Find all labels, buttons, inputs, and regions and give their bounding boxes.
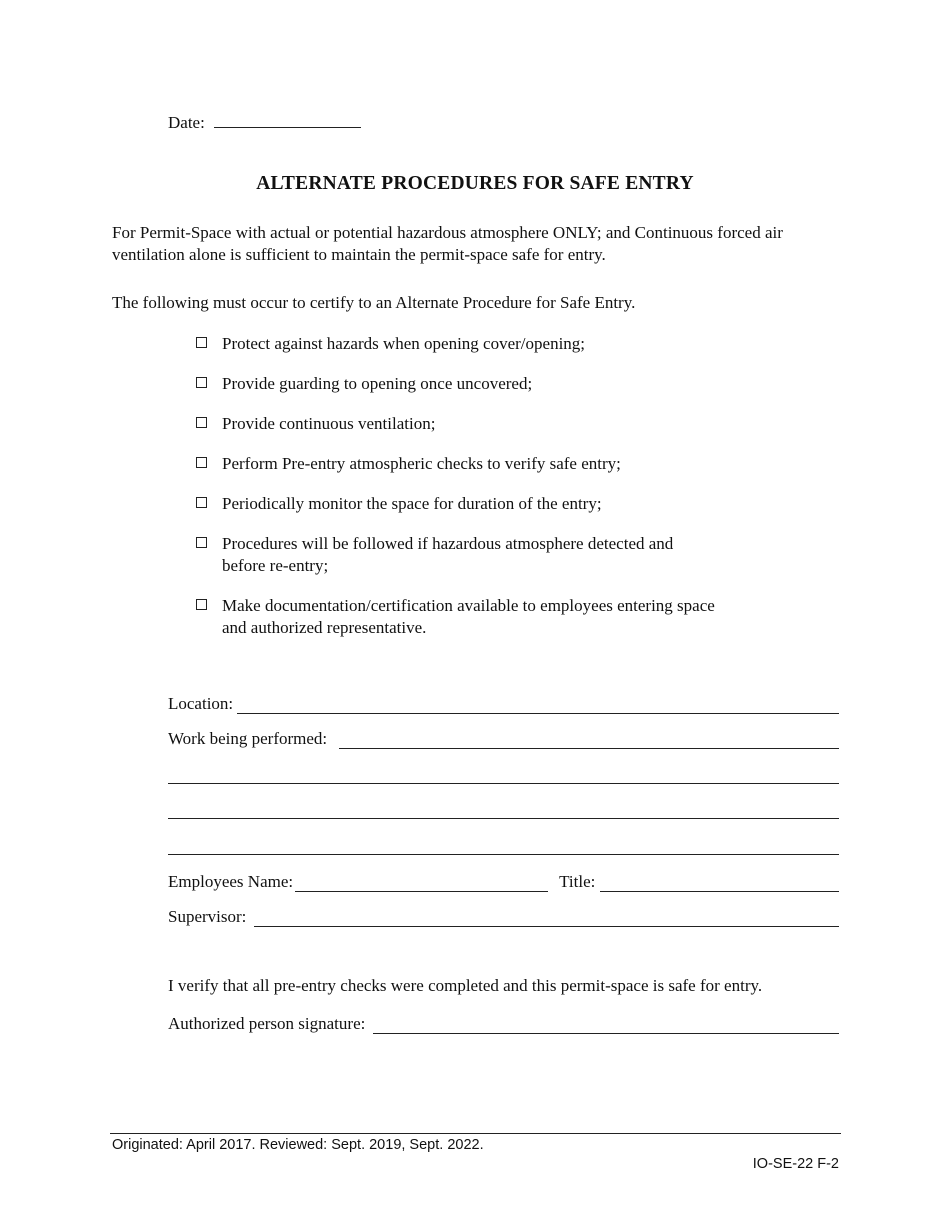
work-line[interactable] [339, 734, 839, 749]
work-field[interactable] [168, 727, 839, 749]
checkbox[interactable] [196, 599, 207, 610]
checklist-item[interactable] [196, 595, 726, 639]
checkbox[interactable] [196, 537, 207, 548]
footer-form-id: IO-SE-22 F-2 [752, 1156, 839, 1172]
checklist-item[interactable] [196, 333, 756, 355]
signature-field[interactable] [168, 1012, 839, 1034]
supervisor-line[interactable] [254, 912, 839, 927]
location-field[interactable] [168, 692, 839, 714]
date-field[interactable] [168, 113, 361, 133]
checkbox[interactable] [196, 337, 207, 348]
footer-originated: Originated: April 2017. Reviewed: Sept. 2019, Sept. 2022. [112, 1137, 484, 1153]
intro-paragraph: For Permit-Space with actual or potential hazardous atmosphere ONLY; and Continuous forced air ventilation alone is sufficient to maintain the permit-space safe for entry. [112, 223, 783, 264]
checklist-text: Provide continuous ventilation; [222, 414, 436, 433]
work-line-extra[interactable] [168, 854, 839, 855]
checklist-item[interactable] [196, 533, 716, 577]
page-title: ALTERNATE PROCEDURES FOR SAFE ENTRY [256, 173, 694, 194]
checklist-item[interactable] [196, 453, 756, 475]
location-label: Location: [168, 694, 234, 713]
footer-rule [110, 1133, 841, 1134]
checkbox[interactable] [196, 457, 207, 468]
checklist-item[interactable] [196, 493, 756, 515]
signature-line[interactable] [373, 1019, 839, 1034]
employee-name-line[interactable] [295, 877, 548, 892]
requirement-lead: The following must occur to certify to an Alternate Procedure for Safe Entry. [112, 293, 636, 312]
checklist-text: Procedures will be followed if hazardous atmosphere detected and before re-entry; [222, 534, 674, 575]
date-line[interactable] [214, 113, 361, 128]
supervisor-label: Supervisor: [168, 907, 247, 926]
work-label: Work being performed: [168, 729, 328, 748]
checkbox[interactable] [196, 377, 207, 388]
checklist-item[interactable] [196, 373, 756, 395]
checkbox[interactable] [196, 497, 207, 508]
checklist-text: Make documentation/certification available to employees entering space and authorized representative. [222, 596, 715, 637]
checklist-text: Provide guarding to opening once uncovered; [222, 374, 533, 393]
work-line-extra[interactable] [168, 818, 839, 819]
title-line[interactable] [600, 877, 839, 892]
checklist-item[interactable] [196, 413, 756, 435]
title-label: Title: [559, 872, 596, 891]
employee-name-label: Employees Name: [168, 872, 294, 891]
supervisor-field[interactable] [168, 905, 839, 927]
checkbox[interactable] [196, 417, 207, 428]
checklist-text: Protect against hazards when opening cover/opening; [222, 334, 586, 353]
signature-label: Authorized person signature: [168, 1014, 366, 1033]
checklist-text: Perform Pre-entry atmospheric checks to verify safe entry; [222, 454, 621, 473]
location-line[interactable] [237, 699, 839, 714]
checklist-text: Periodically monitor the space for duration of the entry; [222, 494, 602, 513]
verification-statement: I verify that all pre-entry checks were completed and this permit-space is safe for entry. [168, 976, 763, 995]
date-label: Date: [168, 113, 205, 132]
employee-title-row [168, 870, 839, 892]
work-line-extra[interactable] [168, 783, 839, 784]
